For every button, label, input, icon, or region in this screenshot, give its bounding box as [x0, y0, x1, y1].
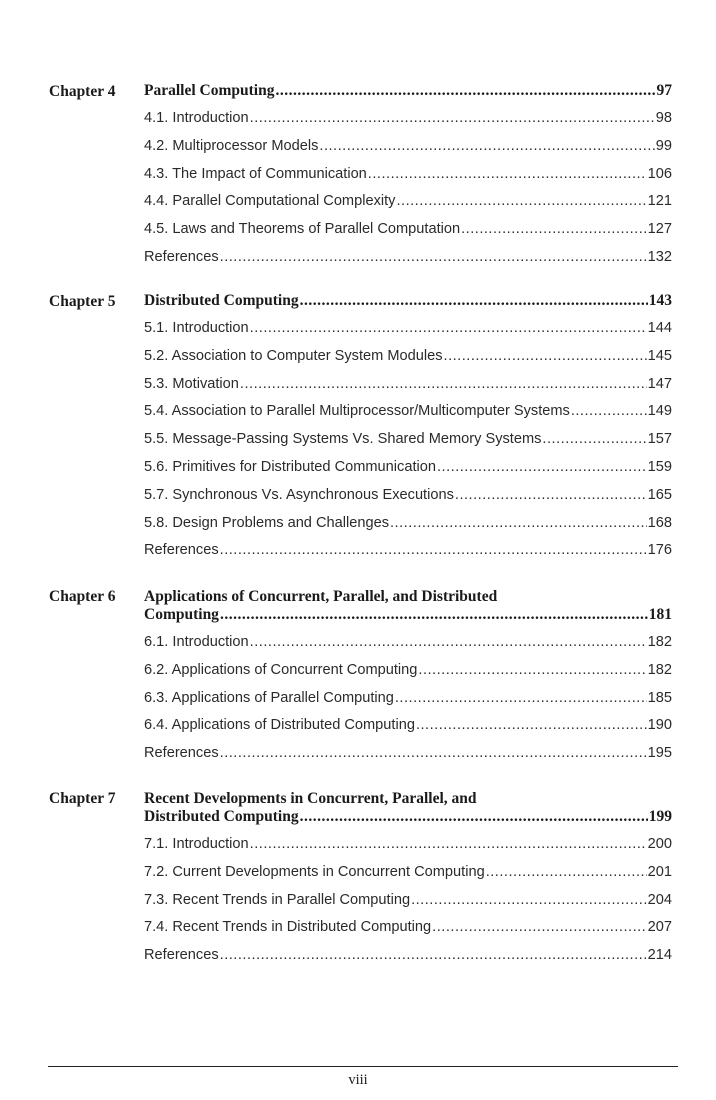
dot-leader: [319, 138, 654, 154]
footer-rule: [48, 1066, 678, 1067]
page-ref: 145: [647, 347, 672, 364]
section-entry-title: 7.2. Current Developments in Concurrent Computing: [144, 863, 485, 880]
references-row[interactable]: [144, 947, 672, 967]
page-ref: 201: [647, 863, 672, 880]
section-entry-row[interactable]: [144, 892, 672, 912]
section-entry-title: 7.4. Recent Trends in Distributed Computing: [144, 919, 432, 936]
page-ref: 200: [647, 836, 672, 852]
section-entry-row[interactable]: [144, 193, 672, 213]
section-entry-title: 5.3. Motivation: [144, 375, 239, 392]
section-entry-row[interactable]: [144, 221, 672, 241]
dot-leader: [220, 947, 647, 963]
section-entry-row[interactable]: [144, 836, 672, 856]
chapter-label: Chapter 7: [49, 790, 116, 807]
section-entry-title: 7.1. Introduction: [144, 836, 249, 852]
page-ref: 195: [647, 745, 672, 762]
dot-leader: [411, 892, 647, 908]
dot-leader: [395, 690, 647, 706]
chapter-title-line: Applications of Concurrent, Parallel, and Distributed: [144, 588, 498, 605]
page-ref: 199: [648, 808, 672, 825]
section-entry-title: 5.6. Primitives for Distributed Communication: [144, 459, 436, 475]
page-ref: 204: [647, 891, 672, 908]
page-ref: 182: [647, 661, 672, 678]
section-entry-title: 6.4. Applications of Distributed Computing: [144, 717, 415, 734]
dot-leader: [368, 166, 647, 182]
page-ref: 190: [647, 717, 672, 734]
references-row[interactable]: [144, 249, 672, 269]
section-entry-title: 6.3. Applications of Parallel Computing: [144, 689, 394, 706]
page-ref: 157: [647, 431, 672, 448]
dot-leader: [444, 348, 647, 364]
page-ref: 121: [647, 193, 672, 210]
section-entry-row[interactable]: [144, 138, 672, 158]
section-entry-row[interactable]: [144, 919, 672, 939]
references-title: References: [144, 745, 219, 762]
references-title: References: [144, 542, 219, 559]
chapter-heading-title: Distributed Computing: [144, 808, 299, 825]
section-entry-title: 7.3. Recent Trends in Parallel Computing: [144, 891, 411, 908]
page-ref: 106: [647, 165, 672, 182]
section-entry-title: 5.2. Association to Computer System Modules: [144, 347, 443, 364]
chapter-label: Chapter 4: [49, 83, 116, 100]
page-ref: 143: [648, 292, 672, 309]
section-entry-row[interactable]: [144, 110, 672, 130]
chapter-heading-row[interactable]: [144, 606, 672, 626]
dot-leader: [437, 459, 647, 475]
dot-leader: [220, 249, 647, 265]
section-entry-title: 5.8. Design Problems and Challenges: [144, 514, 389, 531]
page-ref: 132: [647, 249, 672, 265]
dot-leader: [250, 320, 647, 336]
dot-leader: [300, 808, 648, 826]
section-entry-row[interactable]: [144, 662, 672, 682]
dot-leader: [432, 919, 646, 935]
page-ref: 97: [656, 82, 672, 99]
dot-leader: [542, 431, 646, 447]
page-ref: 159: [647, 459, 672, 475]
page-ref: 207: [647, 919, 672, 936]
dot-leader: [571, 403, 647, 419]
section-entry-row[interactable]: [144, 431, 672, 451]
references-title: References: [144, 249, 219, 265]
dot-leader: [250, 110, 655, 126]
dot-leader: [220, 606, 648, 624]
page-ref: 214: [647, 947, 672, 964]
section-entry-title: 5.5. Message-Passing Systems Vs. Shared Memory Systems: [144, 431, 542, 448]
references-row[interactable]: [144, 745, 672, 765]
dot-leader: [220, 542, 647, 558]
chapter-heading-title: Parallel Computing: [144, 82, 275, 99]
section-entry-row[interactable]: [144, 515, 672, 535]
dot-leader: [486, 864, 647, 880]
section-entry-title: 5.1. Introduction: [144, 320, 249, 336]
section-entry-row[interactable]: [144, 320, 672, 340]
section-entry-title: 5.4. Association to Parallel Multiprocessor/Multicomputer Systems: [144, 403, 570, 420]
section-entry-title: 4.2. Multiprocessor Models: [144, 137, 319, 154]
page-number: viii: [348, 1072, 368, 1088]
section-entry-title: 6.2. Applications of Concurrent Computing: [144, 661, 418, 678]
section-entry-row[interactable]: [144, 376, 672, 396]
page-ref: 127: [647, 221, 672, 238]
section-entry-title: 4.3. The Impact of Communication: [144, 165, 367, 182]
section-entry-title: 6.1. Introduction: [144, 634, 249, 650]
page-ref: 182: [647, 634, 672, 650]
chapter-title-line: Recent Developments in Concurrent, Parallel, and: [144, 790, 477, 807]
page-ref: 149: [647, 403, 672, 420]
section-entry-title: 4.5. Laws and Theorems of Parallel Computation: [144, 221, 461, 238]
section-entry-title: 4.4. Parallel Computational Complexity: [144, 193, 396, 210]
dot-leader: [220, 745, 647, 761]
references-row[interactable]: [144, 542, 672, 562]
dot-leader: [416, 717, 647, 733]
chapter-heading-row[interactable]: [144, 808, 672, 828]
chapter-heading-row[interactable]: [144, 82, 672, 102]
section-entry-row[interactable]: [144, 459, 672, 479]
page-ref: 165: [647, 486, 672, 503]
dot-leader: [461, 221, 647, 237]
chapter-heading-row[interactable]: [144, 292, 672, 312]
dot-leader: [250, 836, 647, 852]
section-entry-row[interactable]: [144, 487, 672, 507]
dot-leader: [275, 82, 655, 100]
chapter-heading-title: Computing: [144, 606, 219, 623]
dot-leader: [455, 487, 647, 503]
page-ref: 176: [647, 542, 672, 559]
dot-leader: [300, 292, 648, 310]
section-entry-row[interactable]: [144, 403, 672, 423]
dot-leader: [418, 662, 646, 678]
dot-leader: [240, 376, 647, 392]
section-entry-title: 4.1. Introduction: [144, 110, 249, 126]
references-title: References: [144, 947, 219, 964]
section-entry-row[interactable]: [144, 864, 672, 884]
page-ref: 99: [655, 137, 672, 154]
dot-leader: [390, 515, 647, 531]
section-entry-title: 5.7. Synchronous Vs. Asynchronous Executions: [144, 486, 454, 503]
section-entry-row[interactable]: [144, 166, 672, 186]
dot-leader: [250, 634, 647, 650]
page-ref: 185: [647, 689, 672, 706]
section-entry-row[interactable]: [144, 348, 672, 368]
chapter-heading-title: Distributed Computing: [144, 292, 299, 309]
page-ref: 98: [655, 110, 672, 126]
section-entry-row[interactable]: [144, 717, 672, 737]
page-ref: 144: [647, 320, 672, 336]
page-ref: 168: [647, 514, 672, 531]
section-entry-row[interactable]: [144, 690, 672, 710]
chapter-label: Chapter 6: [49, 588, 116, 605]
chapter-label: Chapter 5: [49, 293, 116, 310]
page-ref: 181: [648, 606, 672, 623]
section-entry-row[interactable]: [144, 634, 672, 654]
page-ref: 147: [647, 375, 672, 392]
dot-leader: [396, 193, 646, 209]
